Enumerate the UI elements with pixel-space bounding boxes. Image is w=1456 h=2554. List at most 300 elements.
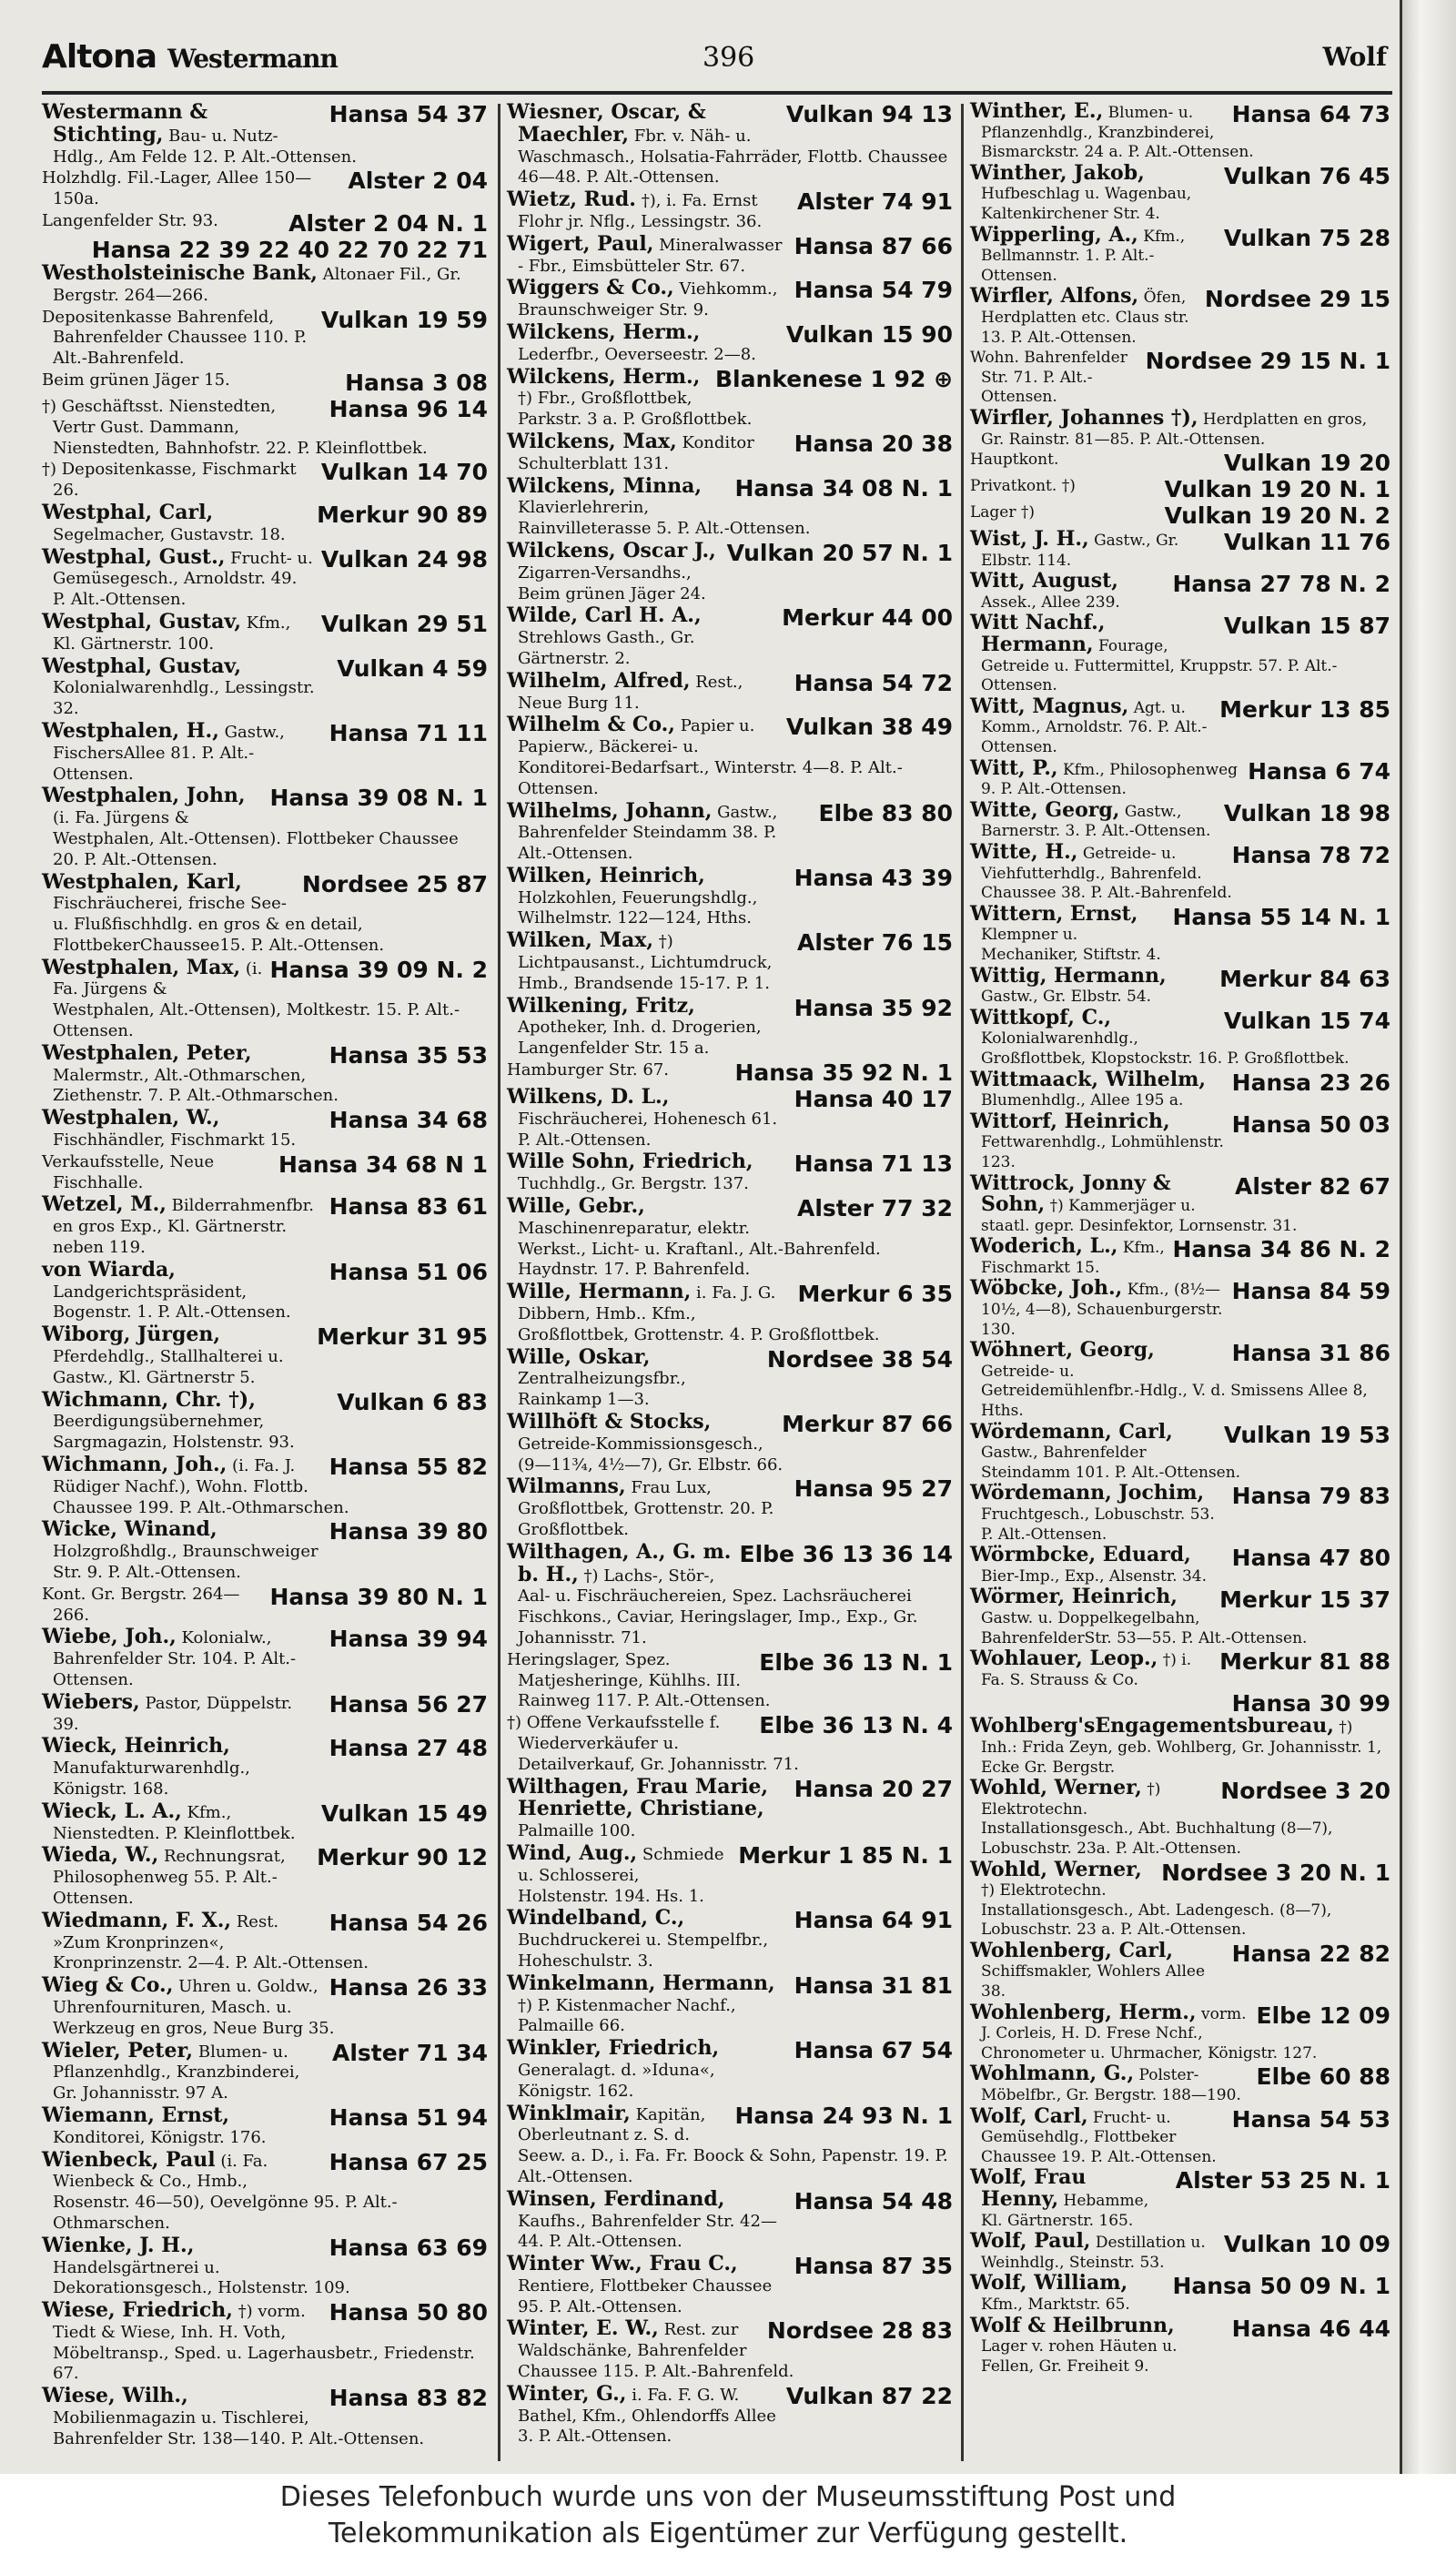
phone-number: Vulkan 19 20 N. 1	[1164, 476, 1390, 503]
header-rule	[42, 91, 1392, 95]
entry-name: Wiedmann, F. X.,	[42, 1908, 232, 1932]
entry-details: Kfm., Nienstedten. P. Kleinflottbek.	[53, 1802, 296, 1843]
entry-name: Wöhnert, Georg,	[970, 1338, 1155, 1363]
entry-details: Lager †)	[970, 503, 1036, 522]
phone-number: Hansa 95 27	[794, 1475, 953, 1503]
entry-details: Kolonialwarenhdlg., Großflottbek, Klopstockstr. 16. P. Großflottbek.	[981, 1029, 1350, 1068]
phone-number: Alster 77 32	[796, 1195, 953, 1222]
phone-number: Alster 82 67	[1234, 1172, 1390, 1200]
directory-entry	[970, 963, 1390, 1008]
entry-details: Palmaille 100.	[518, 1821, 636, 1841]
entry-name: Winter Ww., Frau C.,	[507, 2252, 738, 2276]
directory-entry	[970, 1776, 1390, 1859]
phone-number: Hansa 20 38	[794, 430, 953, 457]
entry-name: Westholsteinische Bank,	[42, 260, 318, 285]
phone-number: Nordsee 29 15	[1204, 286, 1390, 313]
entry-name: Wilthagen, A., G. m. b. H.,	[507, 1539, 732, 1586]
entry-name: Winther, Jakob,	[970, 160, 1145, 185]
entry-name: Wöbcke, Joh.,	[970, 1276, 1123, 1301]
directory-entry	[970, 1543, 1390, 1586]
entry-details: Hamburger Str. 67.	[507, 1060, 669, 1080]
phone-number: Vulkan 15 87	[1223, 613, 1390, 640]
directory-entry	[507, 2186, 953, 2253]
entry-details: Klavierlehrerin, Rainvilleterasse 5. P. Alt.-Ottensen.	[518, 498, 811, 539]
phone-number: Nordsee 25 87	[301, 870, 488, 897]
entry-details: (i. Fa. J. Rüdiger Nachf.), Wohn. Flottb. Chaussee 199. P. Alt.-Othmarschen.	[53, 1456, 349, 1517]
entry-details: Mobilienmagazin u. Tischlerei, Bahrenfelder Str. 138—140. P. Alt.-Ottensen.	[53, 2408, 425, 2448]
phone-number: Hansa 40 17	[794, 1086, 953, 1113]
directory-entry	[507, 2038, 953, 2102]
phone-number: Merkur 84 63	[1219, 965, 1390, 992]
entry-details: Kfm., Philosophenweg 9. P. Alt.-Ottensen.	[981, 760, 1239, 799]
entry-name: Wördemann, Carl,	[970, 1419, 1173, 1444]
entry-details: †) P. Kistenmacher Nachf., Palmaille 66.	[518, 1995, 736, 2036]
entry-name: Wetzel, M.,	[42, 1192, 167, 1217]
entry-details: Strehlows Gasth., Gr. Gärtnerstr. 2.	[518, 628, 695, 668]
phone-number: Vulkan 76 45	[1223, 162, 1390, 189]
entry-details: †) Elektrotechn. Installationsgesch., Abt. Ladengesch. (8—7), Lobuschstr. 23 a. P. Alt.-Ottensen.	[981, 1881, 1332, 1940]
phone-number: Hansa 54 79	[794, 277, 953, 304]
entry-name: Wille, Hermann,	[507, 1280, 692, 1304]
directory-entry	[507, 102, 953, 188]
directory-entry	[42, 1736, 488, 1799]
entry-name: Wohlmann, G.,	[970, 2062, 1135, 2086]
entry-details: Rechnungsrat, Philosophenweg 55. P. Alt.-Ottensen.	[53, 1847, 286, 1908]
directory-entry	[42, 718, 488, 785]
entry-name: Wilhelms, Johann,	[507, 798, 713, 823]
entry-details: Gastw. u. Doppelkegelbahn, BahrenfelderStr. 53—55. P. Alt.-Ottensen.	[981, 1608, 1308, 1647]
entry-name: Wilkens, D. L.,	[507, 1085, 670, 1110]
entry-details: Beim grünen Jäger 15.	[42, 370, 230, 390]
directory-entry	[970, 1067, 1390, 1111]
directory-entry	[42, 1387, 488, 1454]
phone-number: Vulkan 20 57 N. 1	[726, 539, 953, 566]
directory-entry	[507, 2254, 953, 2317]
directory-entry	[507, 1476, 953, 1540]
phone-number: Alster 74 91	[796, 188, 953, 216]
phone-number: Elbe 83 80	[818, 799, 953, 826]
directory-entry	[970, 1419, 1390, 1484]
directory-entry	[42, 1194, 488, 1258]
entry-name: Wietz, Rud.	[507, 187, 636, 212]
entry-name: Westphalen, Karl,	[42, 869, 242, 894]
directory-entry	[42, 2105, 488, 2149]
phone-number: Hansa 54 48	[794, 2187, 953, 2214]
directory-entry	[507, 538, 953, 604]
column-2	[507, 102, 953, 2448]
phone-number: Hansa 47 80	[1231, 1545, 1390, 1572]
entry-name: Wieck, L. A.,	[42, 1799, 182, 1823]
entry-details: Kolonialw., Bahrenfelder Str. 104. P. Alt.-Ottensen.	[53, 1628, 297, 1689]
directory-entry	[970, 1276, 1390, 1340]
directory-entry	[507, 1282, 953, 1345]
column-3	[970, 99, 1390, 2377]
entry-details: Apotheker, Inh. d. Drogerien, Langenfelder Str. 15 a.	[518, 1018, 762, 1059]
phone-number: Hansa 55 82	[329, 1454, 488, 1481]
entry-details: Blumen- u. Pflanzenhdlg., Kranzbinderei, Gr. Johannisstr. 97 A.	[53, 2042, 300, 2103]
directory-entry	[970, 694, 1390, 758]
entry-details: Holzgroßhdlg., Braunschweiger Str. 9. P. Alt.-Ottensen.	[53, 1542, 318, 1582]
directory-entry	[507, 1973, 953, 2037]
entry-details: Pferdehdlg., Stallhalterei u. Gastw., Kl. Gärtnerstr 5.	[53, 1347, 284, 1387]
phone-number: Alster 2 04	[348, 167, 488, 195]
phone-number: Hansa 35 92 N. 1	[734, 1059, 953, 1087]
directory-entry	[970, 2271, 1390, 2315]
entry-details: Zigarren-Versandhs., Beim grünen Jäger 24.	[518, 562, 706, 603]
phone-number: Merkur 1 85 N. 1	[738, 1841, 953, 1869]
entry-name: Wigert, Paul,	[507, 231, 654, 256]
directory-entry	[507, 189, 953, 233]
directory-entry	[42, 609, 488, 655]
entry-details: †) Kammerjäger u. staatl. gepr. Desinfektor, Lornsenstr. 31.	[981, 1197, 1298, 1235]
entry-name: Winter, G.,	[507, 2381, 627, 2406]
entry-name: Wicke, Winand,	[42, 1517, 217, 1542]
entry-details: Lederfbr., Oeverseestr. 2—8.	[518, 344, 756, 364]
entry-name: Wohld, Werner,	[970, 1776, 1142, 1800]
entry-details: †) Fbr., Großflottbek, Parkstr. 3 a. P. Großflottbek.	[518, 389, 753, 430]
footer-line-1: Dieses Telefonbuch wurde uns von der Museumsstiftung Post und	[279, 2481, 1177, 2513]
entry-name: Wille, Gebr.,	[507, 1194, 645, 1219]
phone-number: Hansa 50 09 N. 1	[1172, 2273, 1390, 2300]
phone-number: Hansa 34 86 N. 2	[1172, 1236, 1390, 1263]
phone-number: Hansa 50 80	[329, 2299, 488, 2326]
directory-entry	[42, 2386, 488, 2449]
directory-entry	[42, 1845, 488, 1909]
directory-entry	[507, 863, 953, 929]
phone-number: Hansa 22 82	[1231, 1940, 1390, 1967]
entry-name: Wipperling, A.,	[970, 222, 1138, 247]
directory-entry	[507, 1908, 953, 1971]
phone-number: Vulkan 10 09	[1223, 2231, 1390, 2258]
directory-entry	[42, 1152, 488, 1194]
entry-details: Klempner u. Mechaniker, Stiftstr. 4.	[981, 926, 1161, 964]
phone-number: Nordsee 29 15 N. 1	[1145, 348, 1390, 375]
entry-details: Getreide- u. Getreidemühlenfbr.-Hdlg., V. d. Smissens Allee 8, Hths.	[981, 1362, 1368, 1421]
directory-entry	[42, 1585, 488, 1627]
entry-name: Westphalen, Max,	[42, 955, 241, 979]
directory-entry	[42, 955, 488, 1042]
directory-entry	[970, 405, 1390, 450]
phone-number: Hansa 24 93 N. 1	[734, 2102, 953, 2129]
entry-details: Gastw., Barnerstr. 3. P. Alt.-Ottensen.	[981, 802, 1211, 841]
entry-name: Wilckens, Minna,	[507, 473, 702, 498]
entry-name: Wilmanns,	[507, 1475, 626, 1499]
entry-name: Wille Sohn, Friedrich,	[507, 1150, 753, 1174]
entry-name: Wilthagen, Frau Marie, Henriette, Christiane,	[507, 1774, 769, 1821]
entry-name: Westphal, Gustav,	[42, 654, 242, 678]
entry-name: Wieda, W.,	[42, 1843, 159, 1868]
entry-name: Wienbeck, Paul	[42, 2147, 216, 2172]
entry-details: Maschinenreparatur, elektr. Werkst., Licht- u. Kraftanl., Alt.-Bahrenfeld. Haydnstr. 17. P. Bahrenfeld.	[518, 1218, 881, 1280]
phone-number: Hansa 27 48	[329, 1735, 488, 1762]
directory-entry	[970, 901, 1390, 966]
entry-name: Wilken, Heinrich,	[507, 863, 705, 887]
directory-entry	[42, 869, 488, 957]
entry-name: Wohlberg'sEngagementsbureau,	[970, 1714, 1334, 1738]
entry-details: Konditor Schulterblatt 131.	[518, 432, 754, 473]
page-header	[42, 38, 1389, 86]
directory-entry	[507, 930, 953, 994]
entry-details: Gastw., FischersAllee 81. P. Alt.-Ottensen.	[53, 722, 285, 784]
entry-details: Malermstr., Alt.-Othmarschen, Ziethenstr. 7. P. Alt.-Othmarschen.	[53, 1065, 339, 1106]
page-number: 396	[703, 42, 755, 74]
phone-number: Merkur 81 88	[1219, 1648, 1390, 1676]
entry-details: Bilderrahmenfbr. en gros Exp., Kl. Gärtnerstr. neben 119.	[53, 1196, 314, 1258]
phone-number: Hansa 39 09 N. 2	[269, 956, 488, 983]
directory-entry	[42, 1257, 488, 1323]
phone-number: Hansa 6 74	[1248, 757, 1390, 785]
directory-entry	[507, 2318, 953, 2382]
phone-number: Vulkan 19 59	[320, 306, 488, 333]
phone-number: Vulkan 4 59	[337, 654, 488, 682]
entry-details: Polster-Möbelfbr., Gr. Bergstr. 188—190.	[981, 2066, 1241, 2105]
entry-details: Segelmacher, Gustavstr. 18.	[53, 524, 286, 544]
directory-entry	[970, 2313, 1390, 2377]
entry-name: Wohlenberg, Herm.,	[970, 2000, 1197, 2024]
entry-details: Fourage, Getreide u. Futtermittel, Kruppstr. 57. P. Alt.-Ottensen.	[981, 637, 1338, 695]
directory-entry	[970, 1171, 1390, 1237]
entry-name: Winkler, Friedrich,	[507, 2036, 720, 2061]
entry-details: Holzkohlen, Feuerungshdlg., Wilhelmstr. 122—124, Hths.	[518, 887, 758, 928]
phone-number: Hansa 39 94	[329, 1626, 488, 1653]
directory-entry	[970, 1691, 1390, 1778]
directory-entry	[42, 1689, 488, 1736]
entry-details: Agt. u. Komm., Arnoldstr. 76. P. Alt.-Ottensen.	[981, 698, 1208, 757]
phone-number: Hansa 26 33	[329, 1974, 488, 2002]
phone-number: Hansa 67 25	[329, 2148, 488, 2175]
phone-number: Nordsee 3 20 N. 1	[1161, 1859, 1390, 1886]
entry-details: Getreide- u. Viehfutterhdlg., Bahrenfeld. Chaussee 38. P. Alt.-Bahrenfeld.	[981, 845, 1232, 903]
entry-name: Witt, August,	[970, 569, 1118, 593]
entry-details: Schiffsmakler, Wohlers Allee 38.	[981, 1962, 1206, 2002]
phone-number: Elbe 60 88	[1256, 2063, 1390, 2091]
entry-name: Winkelmann, Hermann,	[507, 1971, 775, 1995]
entry-name: Wiborg, Jürgen,	[42, 1323, 221, 1347]
directory-entry	[507, 1774, 953, 1842]
entry-name: Westphalen, Peter,	[42, 1040, 252, 1065]
directory-entry	[970, 2103, 1390, 2168]
directory-entry	[42, 168, 488, 210]
phone-number: Hansa 71 13	[794, 1150, 953, 1178]
entry-details: Kapitän, Oberleutnant z. S. d. Seew. a. D., i. Fa. Fr. Boock & Sohn, Papenstr. 19. P. Alt.-Ottensen.	[518, 2104, 948, 2186]
directory-entry	[970, 1938, 1390, 2002]
directory-entry	[507, 1840, 953, 1907]
phone-number: Merkur 44 00	[782, 604, 953, 632]
entry-details: Fettwarenhdlg., Lohmühlenstr. 123.	[981, 1133, 1224, 1171]
entry-name: Wiemann, Ernst,	[42, 2103, 230, 2127]
directory-entry	[970, 477, 1390, 502]
column-divider	[498, 104, 500, 2461]
entry-name: Witte, H.,	[970, 840, 1078, 864]
entry-name: Wilckens, Herm.,	[507, 319, 701, 344]
phone-number: Alster 71 34	[331, 2039, 488, 2066]
phone-number: Elbe 12 09	[1256, 2002, 1390, 2029]
directory-entry	[507, 319, 953, 366]
entry-name: Wilhelm, Alfred,	[507, 668, 691, 693]
phone-number: Hansa 51 94	[329, 2103, 488, 2131]
next-page-edge	[1401, 0, 1456, 2474]
directory-entry	[507, 1539, 953, 1649]
phone-number: Elbe 36 13 N. 1	[759, 1648, 953, 1676]
entry-details: Hebamme, Kl. Gärtnerstr. 165.	[981, 2192, 1149, 2230]
phone-number: Merkur 90 12	[317, 1844, 488, 1871]
entry-details: Depositenkasse Bahrenfeld, Bahrenfelder Chaussee 110. P. Alt.-Bahrenfeld.	[42, 307, 308, 369]
directory-entry	[507, 364, 953, 431]
phone-number: Hansa 83 61	[329, 1193, 488, 1221]
directory-entry	[42, 397, 488, 459]
entry-details: Papier u. Papierw., Bäckerei- u. Konditorei-Bedarfsart., Winterstr. 4—8. P. Alt.-Ottensen.	[518, 716, 903, 798]
entry-name: Wiggers & Co.,	[507, 276, 674, 300]
phone-number: Vulkan 87 22	[785, 2382, 953, 2409]
entry-name: Wirfler, Johannes †),	[970, 405, 1198, 430]
entry-details: Frucht- u. Gemüsehdlg., Flottbeker Chaussee 19. P. Alt.-Ottensen.	[981, 2108, 1217, 2166]
entry-name: Westphalen, John,	[42, 784, 246, 808]
entry-details: Kolonialwarenhdlg., Lessingstr. 32.	[53, 678, 315, 719]
entry-name: Wilckens, Max,	[507, 429, 677, 453]
phone-number: Hansa 27 78 N. 2	[1172, 571, 1390, 598]
entry-name: Westphalen, W.,	[42, 1106, 220, 1130]
entry-name: Wiese, Wilh.,	[42, 2384, 188, 2408]
entry-name: Wittern, Ernst,	[970, 901, 1138, 926]
entry-details: Mineralwasser - Fbr., Eimsbütteler Str. 67.	[518, 235, 783, 276]
entry-details: Kfm., Marktstr. 65.	[981, 2295, 1130, 2314]
entry-details: Getreide-Kommissionsgesch., (9—11¾, 4½—7), Gr. Elbstr. 66.	[518, 1434, 784, 1475]
entry-details: Rentiere, Flottbeker Chaussee 95. P. Alt.-Ottensen.	[518, 2275, 773, 2316]
entry-details: Rest. zur Waldschänke, Bahrenfelder Chaussee 115. P. Alt.-Bahrenfeld.	[518, 2320, 794, 2382]
entry-name: Wilhelm & Co.,	[507, 713, 675, 737]
directory-entry	[507, 231, 953, 278]
entry-name: Winsen, Ferdinand,	[507, 2186, 725, 2211]
directory-entry	[507, 2381, 953, 2448]
phone-number: Vulkan 11 76	[1223, 529, 1390, 556]
phone-number: Hansa 31 86	[1231, 1340, 1390, 1367]
phone-number: Hansa 84 59	[1231, 1278, 1390, 1305]
directory-entry	[42, 1975, 488, 2039]
entry-name: Wilde, Carl H. A.,	[507, 603, 702, 628]
directory-entry	[970, 2165, 1390, 2231]
entry-details: Blumen- u. Pflanzenhdlg., Kranzbinderei, Bismarckstr. 24 a. P. Alt.-Ottensen.	[981, 104, 1254, 162]
directory-entry	[42, 544, 488, 611]
entry-name: Wohlenberg, Carl,	[970, 1938, 1173, 1962]
directory-entry	[42, 460, 488, 502]
phone-number: Vulkan 24 98	[320, 545, 488, 573]
entry-details: Kfm., Fischmarkt 15.	[981, 1239, 1165, 1277]
entry-details: Pastor, Düppelstr. 39.	[53, 1693, 293, 1734]
directory-entry	[970, 840, 1390, 904]
header-range-end: Wolf	[1322, 42, 1387, 72]
directory-entry	[42, 2147, 488, 2235]
entry-details: Manufakturwarenhdlg., Königstr. 168.	[53, 1758, 250, 1799]
entry-name: Wille, Oskar,	[507, 1344, 651, 1369]
directory-entry	[970, 527, 1390, 571]
entry-name: Wittmaack, Wilhelm,	[970, 1067, 1207, 1091]
entry-name: Wolf, William,	[970, 2271, 1128, 2296]
entry-details: †) i. Fa. S. Strauss & Co.	[981, 1651, 1192, 1689]
entry-name: Wiese, Friedrich,	[42, 2298, 233, 2323]
directory-entry	[970, 2000, 1390, 2064]
entry-name: Wichmann, Joh.,	[42, 1453, 228, 1477]
entry-details: †) Lichtpausanst., Lichtumdruck, Hmb., Brandsende 15-17. P. 1.	[518, 932, 773, 993]
phone-number: Alster 76 15	[796, 929, 953, 957]
phone-number: Vulkan 75 28	[1223, 224, 1390, 251]
directory-entry	[507, 1650, 953, 1712]
phone-number: Elbe 36 13 36 14	[739, 1540, 953, 1567]
entry-details: vorm. J. Corleis, H. D. Frese Nchf., Chronometer u. Uhrmacher, Königstr. 127.	[981, 2004, 1318, 2062]
entry-details: †) Elektrotechn. Installationsgesch., Abt. Buchhaltung (8—7), Lobuschstr. 23a. P. Alt.-Ottensen.	[981, 1780, 1333, 1858]
entry-details: †) Offene Verkaufsstelle f. Wiederverkäufer u. Detailverkauf, Gr. Johannisstr. 71.	[507, 1713, 799, 1774]
phone-number: Vulkan 29 51	[320, 610, 488, 637]
directory-entry	[970, 755, 1390, 800]
entry-details: Altonaer Fil., Gr. Bergstr. 264—266.	[53, 264, 461, 305]
entry-name: Wiebe, Joh.,	[42, 1625, 177, 1649]
entry-details: Heringslager, Spez. Matjesheringe, Kühlhs. III. Rainweg 117. P. Alt.-Ottensen.	[507, 1649, 771, 1711]
entry-name: von Wiarda,	[42, 1257, 176, 1282]
phone-number: Hansa 71 11	[329, 719, 488, 746]
directory-entry	[42, 785, 488, 870]
entry-name: Westphal, Gustav,	[42, 609, 242, 633]
phone-number: Hansa 54 26	[329, 1909, 488, 1936]
entry-name: Wittorf, Heinrich,	[970, 1109, 1170, 1133]
directory-entry	[970, 2229, 1390, 2273]
entry-name: Wörmer, Heinrich,	[970, 1585, 1178, 1609]
entry-details: Gastw., Gr. Elbstr. 54.	[981, 988, 1152, 1007]
directory-entry	[507, 715, 953, 799]
directory-entry	[507, 1151, 953, 1195]
directory-entry	[42, 1910, 488, 1974]
directory-entry	[42, 238, 488, 307]
directory-entry	[970, 797, 1390, 842]
entry-details: Zentralheizungsfbr., Rainkamp 1—3.	[518, 1369, 686, 1410]
directory-entry	[507, 798, 953, 865]
phone-number: Hansa 55 14 N. 1	[1172, 903, 1390, 930]
directory-entry	[42, 2038, 488, 2104]
entry-name: Wichmann, Chr. †),	[42, 1387, 256, 1412]
directory-entry	[507, 473, 953, 540]
directory-entry	[970, 1649, 1390, 1690]
directory-entry	[507, 1713, 953, 1775]
entry-details: Privatkont. †)	[970, 477, 1076, 496]
entry-details: (i. Fa. Wienbeck & Co., Hmb., Rosenstr. 46—50), Oevelgönne 95. P. Alt.-Othmarschen.	[53, 2151, 398, 2233]
phone-number: Hansa 35 92	[794, 994, 953, 1021]
phone-number: Hansa 35 53	[329, 1041, 488, 1069]
phone-number: Merkur 31 95	[317, 1323, 488, 1351]
directory-entry	[42, 102, 488, 167]
directory-entry	[970, 1481, 1390, 1545]
entry-details: Frucht- u. Gemüsegesch., Arnoldstr. 49. P. Alt.-Ottensen.	[53, 548, 313, 610]
entry-name: Wieg & Co.,	[42, 1973, 174, 1998]
entry-name: Wieler, Peter,	[42, 2038, 194, 2062]
phone-number: Hansa 34 08 N. 1	[734, 474, 953, 502]
directory-entry	[970, 349, 1390, 408]
entry-details: †) Depositenkasse, Fischmarkt 26.	[42, 460, 297, 501]
directory-entry	[970, 503, 1390, 529]
entry-name: Wilken, Max,	[507, 928, 653, 953]
entry-details: Schmiede u. Schlosserei, Holstenstr. 194. Hs. 1.	[518, 1844, 724, 1906]
entry-name: Wörmbcke, Eduard,	[970, 1543, 1191, 1567]
entry-details: Verkaufsstelle, Neue Fischhalle.	[42, 1151, 215, 1192]
entry-details: Fbr. v. Näh- u. Waschmasch., Holsatia-Fahrräder, Flottb. Chaussee 46—48. P. Alt.-Ottensen.	[518, 126, 948, 187]
entry-details: Langenfelder Str. 93.	[42, 210, 218, 230]
phone-number: Hansa 39 80 N. 1	[269, 1583, 488, 1610]
entry-details: Bier-Imp., Exp., Alsenstr. 34.	[981, 1566, 1207, 1586]
directory-entry	[970, 569, 1390, 613]
entry-details: Rest., Neue Burg 11.	[518, 672, 743, 713]
phone-number: Hansa 96 14	[329, 395, 488, 422]
entry-name: Wieck, Heinrich,	[42, 1734, 230, 1758]
directory-entry	[42, 1108, 488, 1151]
directory-entry	[970, 1005, 1390, 1069]
phone-number: Hansa 39 80	[329, 1518, 488, 1546]
